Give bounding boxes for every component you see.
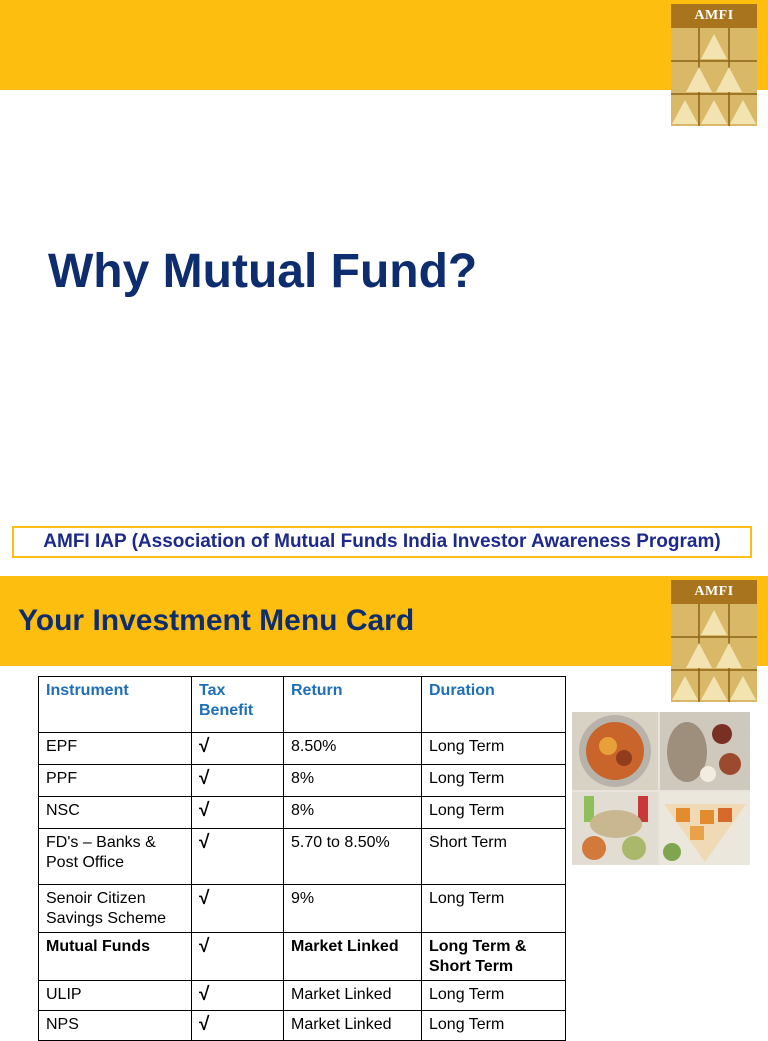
food-collage-image [572, 712, 750, 865]
cell-tax-benefit: √ [192, 765, 284, 797]
table-row [39, 765, 566, 797]
cell-return: 5.70 to 8.50% [284, 829, 422, 885]
table-row [39, 933, 566, 981]
cell-duration: Long Term [422, 1011, 566, 1041]
logo-label: AMFI [671, 580, 757, 604]
page-title: Why Mutual Fund? [48, 245, 478, 298]
cell-instrument: PPF [39, 765, 192, 797]
investment-table [38, 676, 566, 1041]
table-row [39, 829, 566, 885]
col-header-return: Return [284, 677, 422, 733]
cell-instrument: NSC [39, 797, 192, 829]
cell-tax-benefit: √ [192, 885, 284, 933]
table-row [39, 885, 566, 933]
cell-return: 8% [284, 765, 422, 797]
cell-duration: Long Term [422, 733, 566, 765]
cell-instrument: NPS [39, 1011, 192, 1041]
cell-return: 8.50% [284, 733, 422, 765]
cell-return: Market Linked [284, 1011, 422, 1041]
table-row [39, 797, 566, 829]
cell-return: Market Linked [284, 981, 422, 1011]
table-row [39, 981, 566, 1011]
col-header-instrument: Instrument [39, 677, 192, 733]
cell-duration: Long Term [422, 981, 566, 1011]
cell-tax-benefit: √ [192, 981, 284, 1011]
amfi-logo [671, 4, 757, 126]
cell-tax-benefit: √ [192, 733, 284, 765]
cell-duration: Long Term & Short Term [422, 933, 566, 981]
cell-instrument: Senoir Citizen Savings Scheme [39, 885, 192, 933]
header-band [0, 0, 768, 90]
cell-duration: Long Term [422, 765, 566, 797]
cell-instrument: Mutual Funds [39, 933, 192, 981]
slide-investment-menu [0, 576, 768, 1035]
cell-instrument: FD's – Banks & Post Office [39, 829, 192, 885]
cell-return: Market Linked [284, 933, 422, 981]
col-header-tax-benefit: Tax Benefit [192, 677, 284, 733]
slide-title: Your Investment Menu Card [18, 604, 415, 637]
table-row [39, 733, 566, 765]
table-header-row [39, 677, 566, 733]
cell-return: 9% [284, 885, 422, 933]
cell-tax-benefit: √ [192, 1011, 284, 1041]
logo-label: AMFI [671, 4, 757, 28]
cell-return: 8% [284, 797, 422, 829]
cell-instrument: ULIP [39, 981, 192, 1011]
pyramid-logo-icon [671, 604, 757, 702]
cell-duration: Long Term [422, 797, 566, 829]
cell-instrument: EPF [39, 733, 192, 765]
amfi-logo [671, 580, 757, 702]
cell-tax-benefit: √ [192, 797, 284, 829]
cell-duration: Long Term [422, 885, 566, 933]
col-header-duration: Duration [422, 677, 566, 733]
cell-tax-benefit: √ [192, 829, 284, 885]
table-row [39, 1011, 566, 1041]
cell-duration: Short Term [422, 829, 566, 885]
footer-caption: AMFI IAP (Association of Mutual Funds India Investor Awareness Program) [12, 526, 752, 558]
pyramid-logo-icon [671, 28, 757, 126]
cell-tax-benefit: √ [192, 933, 284, 981]
